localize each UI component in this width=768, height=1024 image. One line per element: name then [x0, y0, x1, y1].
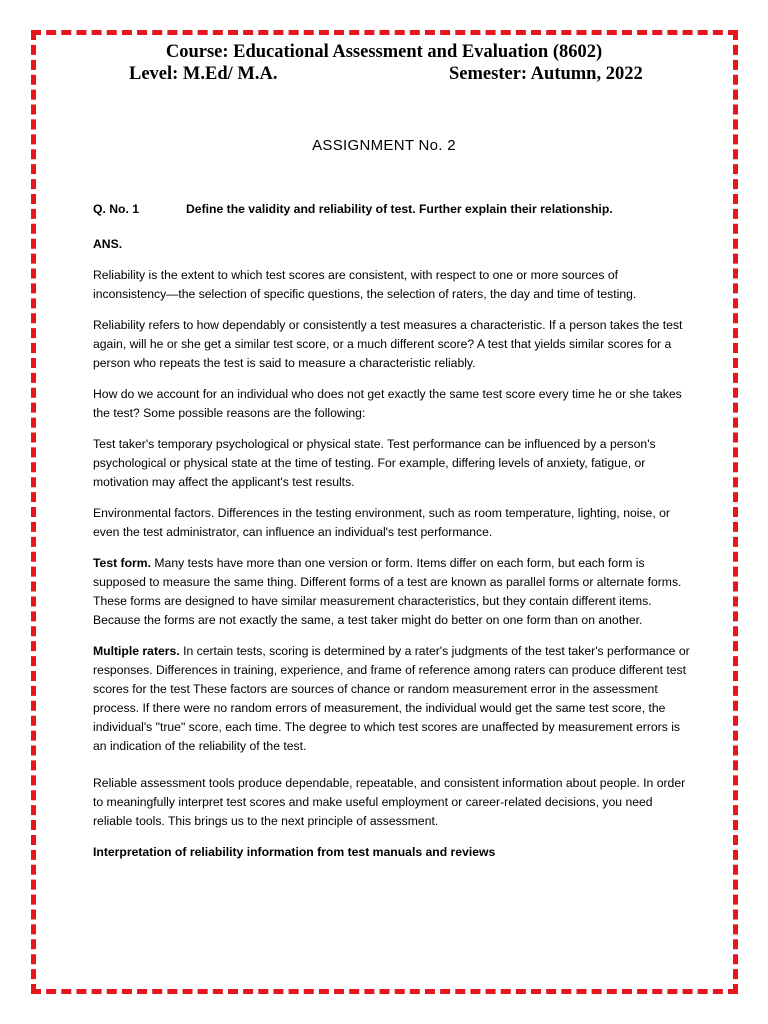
semester-label: Semester: Autumn, 2022 — [449, 64, 643, 84]
paragraph-reliability-definition: Reliability is the extent to which test scores are consistent, with respect to one or more sources of inconsistency—the selection of specific questions, the selection of raters, the day and time of testing. — [93, 268, 637, 301]
multiple-raters-lead: Multiple raters. — [93, 644, 180, 658]
question-line — [93, 200, 693, 219]
course-title: Course: Educational Assessment and Evaluation (8602) — [165, 42, 603, 62]
test-form-lead: Test form. — [93, 556, 152, 570]
level-label: Level: M.Ed/ M.A. — [129, 64, 278, 84]
paragraph-temporary-state: Test taker's temporary psychological or physical state. Test performance can be influenced by a person's psychological or physical state at the time of testing. For example, differing levels of anxiety, fatigue, or motivation may affect the applicant's test results. — [93, 437, 656, 489]
paragraph-reliable-tools: Reliable assessment tools produce dependable, repeatable, and consistent information about people. In order to meaningfully interpret test scores and make useful employment or career-related decisions, you need reliable tools. This brings us to the next principle of assessment. — [93, 776, 686, 828]
document-body — [93, 200, 693, 874]
multiple-raters-text: In certain tests, scoring is determined by a rater's judgments of the test taker's performance or responses. Differences in training, experience, and frame of reference among raters can produce different test scores for the test These factors are sources of chance or random measurement error in the assessment process. If there were no random errors of measurement, the individual would get the same test score, the individual's "true" score, each time. The degree to which test scores are unaffected by measurement errors is an indication of the reliability of the test. — [93, 644, 690, 753]
question-number: Q. No. 1 — [93, 202, 140, 216]
test-form-text: Many tests have more than one version or form. Items differ on each form, but each form is supposed to measure the same thing. Different forms of a test are known as parallel forms or alternate forms. These forms are designed to have similar measurement characteristics, but they contain different items. Because the forms are not exactly the same, a test taker might do better on one form than on another. — [93, 556, 682, 627]
paragraph-test-form — [93, 554, 693, 630]
assignment-title: ASSIGNMENT No. 2 — [312, 137, 456, 154]
paragraph-multiple-raters — [93, 642, 693, 756]
paragraph-reliability-consistency: Reliability refers to how dependably or consistently a test measures a characteristic. If a person takes the test again, will he or she get a similar test score, or a much different score? A test that yields similar scores for a person who repeats the test is said to measure a characteristic reliably. — [93, 318, 683, 370]
interpretation-heading: Interpretation of reliability information from test manuals and reviews — [93, 845, 496, 859]
paragraph-environmental-factors: Environmental factors. Differences in the testing environment, such as room temperature, lighting, noise, or even the test administrator, can influence an individual's test performance. — [93, 506, 670, 539]
question-text: Define the validity and reliability of test. Further explain their relationship. — [186, 202, 613, 216]
answer-label: ANS. — [93, 237, 123, 251]
paragraph-possible-reasons: How do we account for an individual who does not get exactly the same test score every time he or she takes the test? Some possible reasons are the following: — [93, 387, 682, 420]
